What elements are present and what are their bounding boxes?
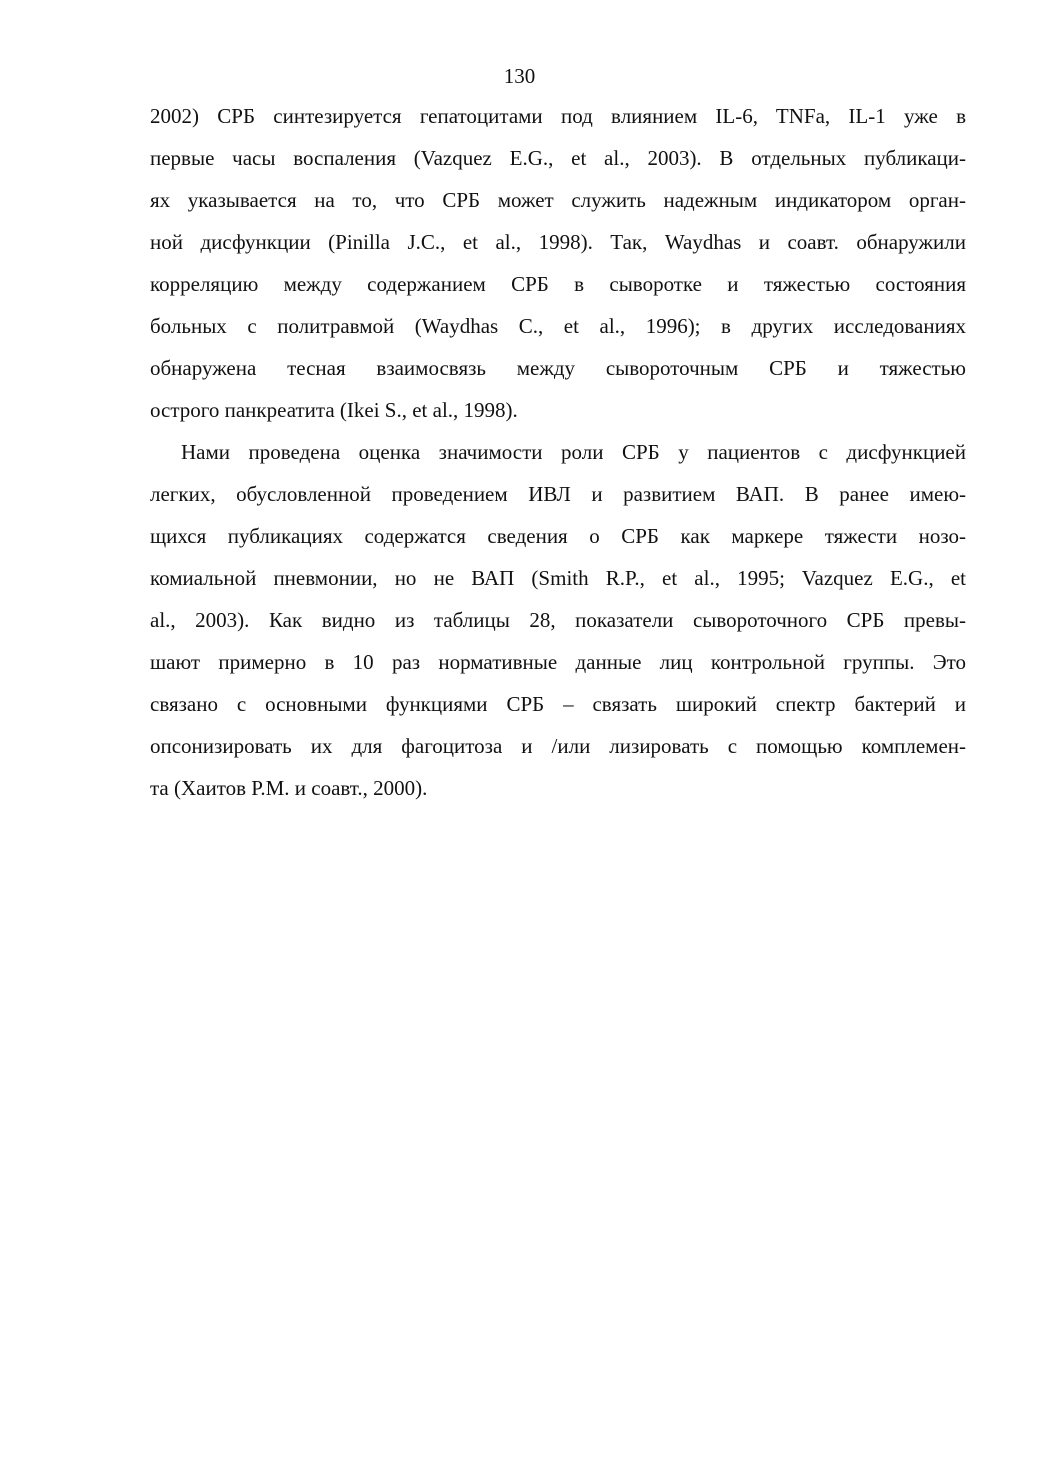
text-line: Нами проведена оценка значимости роли СРБ у пациентов с дисфункцией xyxy=(181,440,966,464)
text-line: 2002) СРБ синтезируется гепатоцитами под влиянием IL-6, TNFa, IL-1 уже в xyxy=(150,104,966,128)
text-line: обнаружена тесная взаимосвязь между сывороточным СРБ и тяжестью xyxy=(150,356,966,380)
text-line: легких, обусловленной проведением ИВЛ и развитием ВАП. В ранее имею- xyxy=(150,482,966,506)
text-line: щихся публикациях содержатся сведения о СРБ как маркере тяжести нозо- xyxy=(150,524,966,548)
text-line: al., 2003). Как видно из таблицы 28, показатели сывороточного СРБ превы- xyxy=(150,608,966,632)
paragraph-1 xyxy=(150,95,966,431)
text-line: острого панкреатита (Ikei S., et al., 1998). xyxy=(150,398,518,422)
text-line: больных с политравмой (Waydhas C., et al., 1996); в других исследованиях xyxy=(150,314,966,338)
text-line: связано с основными функциями СРБ – связать широкий спектр бактерий и xyxy=(150,692,966,716)
text-line: комиальной пневмонии, но не ВАП (Smith R.P., et al., 1995; Vazquez E.G., et xyxy=(150,566,966,590)
text-line: корреляцию между содержанием СРБ в сыворотке и тяжестью состояния xyxy=(150,272,966,296)
text-line: первые часы воспаления (Vazquez E.G., et al., 2003). В отдельных публикаци- xyxy=(150,146,966,170)
body-text xyxy=(150,95,966,809)
text-line: шают примерно в 10 раз нормативные данные лиц контрольной группы. Это xyxy=(150,650,966,674)
text-line: ной дисфункции (Pinilla J.C., et al., 1998). Так, Waydhas и соавт. обнаружили xyxy=(150,230,966,254)
text-line: ях указывается на то, что СРБ может служить надежным индикатором орган- xyxy=(150,188,966,212)
paragraph-2 xyxy=(150,431,966,809)
page-number: 130 xyxy=(503,64,536,88)
text-line: опсонизировать их для фагоцитоза и /или лизировать с помощью комплемен- xyxy=(150,734,966,758)
text-line: та (Хаитов Р.М. и соавт., 2000). xyxy=(150,776,428,800)
